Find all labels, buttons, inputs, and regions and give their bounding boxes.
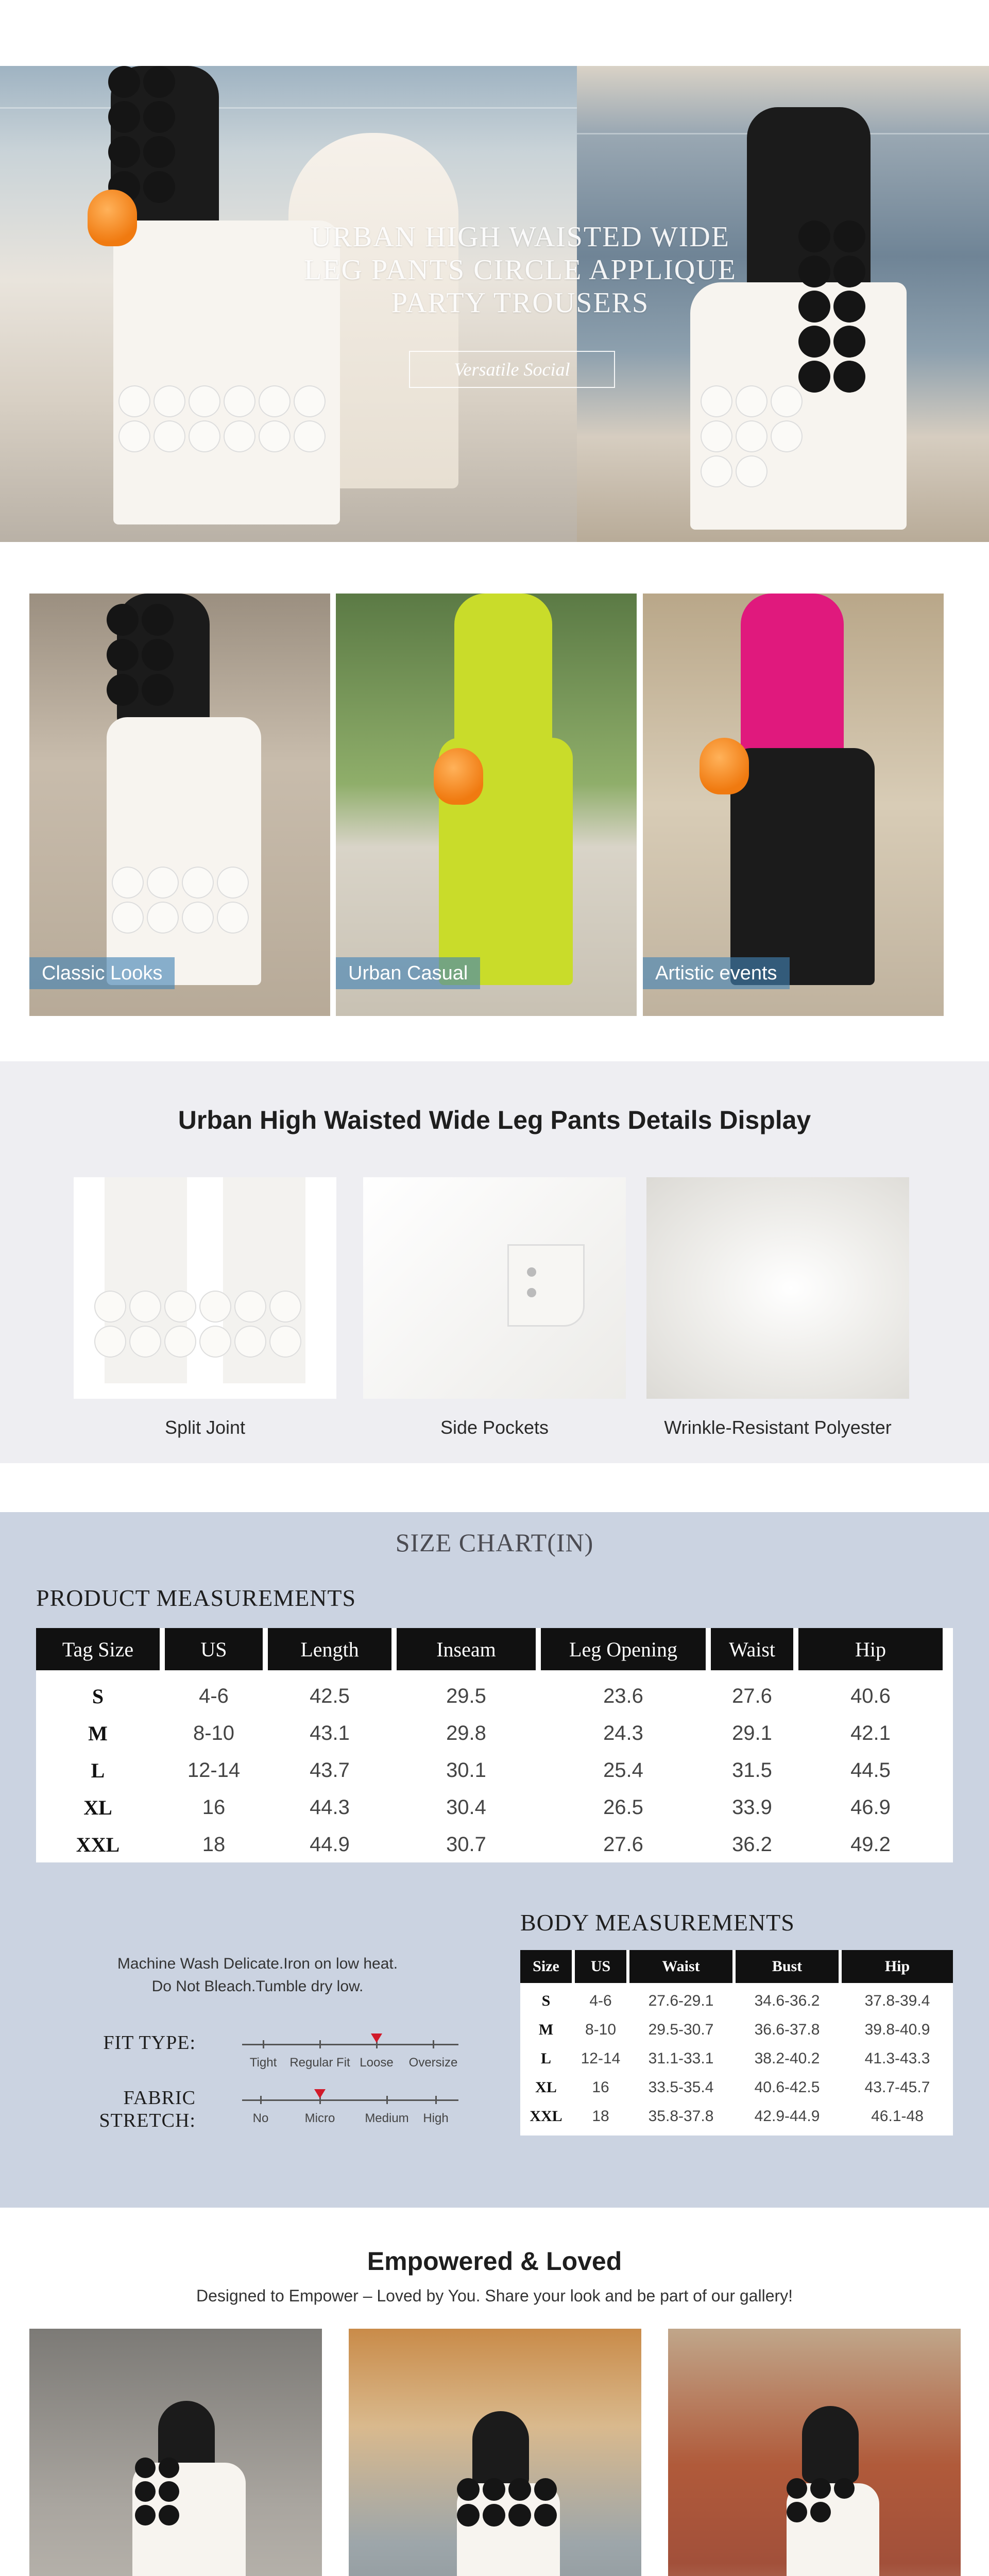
hero-title: URBAN HIGH WAISTED WIDE LEG PANTS CIRCLE APPLIQUE PARTY TROUSERS — [304, 221, 737, 319]
gallery-photo[interactable] — [349, 2329, 641, 2576]
table-cell: 24.3 — [603, 1721, 643, 1744]
table-cell: S — [541, 1992, 551, 2009]
scale-tick — [435, 2096, 437, 2104]
versatile-social-button[interactable]: Versatile Social — [409, 351, 615, 388]
fit-type-scale — [242, 2044, 458, 2045]
table-cell: 8-10 — [193, 1721, 235, 1744]
fit-option: Oversize — [408, 2056, 458, 2070]
table-cell: 27.6 — [732, 1684, 772, 1707]
product-measurements-table — [36, 1628, 953, 1862]
table-cell: 4-6 — [589, 1992, 612, 2009]
table-cell: XXL — [76, 1833, 120, 1856]
table-cell: 44.5 — [850, 1758, 891, 1782]
table-cell: L — [91, 1758, 105, 1782]
column-header: US — [575, 1950, 626, 1983]
table-cell: 38.2-40.2 — [754, 2050, 820, 2067]
gallery-title: Empowered & Loved — [367, 2247, 622, 2276]
table-cell: 42.1 — [850, 1721, 891, 1744]
table-cell: 33.9 — [732, 1795, 772, 1819]
table-cell: XL — [535, 2079, 557, 2096]
table-cell: 30.1 — [446, 1758, 486, 1782]
table-cell: 40.6 — [850, 1684, 891, 1707]
table-cell: 43.1 — [310, 1721, 350, 1744]
scale-tick — [386, 2096, 388, 2104]
table-cell: 37.8-39.4 — [864, 1992, 930, 2009]
scale-tick — [433, 2040, 434, 2048]
table-cell: 33.5-35.4 — [648, 2079, 714, 2096]
table-cell: 34.6-36.2 — [754, 1992, 820, 2009]
table-cell: 4-6 — [199, 1684, 229, 1707]
table-cell: 26.5 — [603, 1795, 643, 1819]
table-cell: 8-10 — [585, 2021, 617, 2038]
column-header: Waist — [629, 1950, 732, 1983]
fabric-stretch-indicator — [314, 2089, 326, 2098]
table-cell: 12-14 — [581, 2050, 621, 2067]
black-circle-applique — [108, 66, 185, 203]
table-cell: L — [540, 2050, 551, 2067]
table-cell: 35.8-37.8 — [648, 2108, 714, 2125]
scene-label: Artistic events — [643, 957, 790, 989]
scale-tick — [263, 2040, 264, 2048]
column-header: US — [165, 1628, 263, 1670]
body-measurements-title: BODY MEASUREMENTS — [520, 1909, 795, 1936]
table-cell: 29.1 — [732, 1721, 772, 1744]
details-display — [0, 1061, 989, 1463]
white-circle-applique — [118, 385, 345, 452]
size-chart-title: SIZE CHART(IN) — [395, 1528, 594, 1557]
table-cell: S — [92, 1684, 104, 1708]
gallery-photo[interactable] — [668, 2329, 961, 2576]
body-measurements-table — [520, 1950, 953, 2136]
scene-classic-looks[interactable] — [29, 594, 330, 1016]
table-cell: 39.8-40.9 — [864, 2021, 930, 2038]
care-line: Machine Wash Delicate.Iron on low heat. — [117, 1955, 398, 1972]
fabric-stretch-scale — [242, 2099, 458, 2101]
gallery-photo[interactable] — [29, 2329, 322, 2576]
table-cell: 31.1-33.1 — [648, 2050, 714, 2067]
table-cell: 31.5 — [732, 1758, 772, 1782]
scene-label: Urban Casual — [336, 957, 480, 989]
table-cell: XXL — [530, 2108, 562, 2125]
table-cell: 25.4 — [603, 1758, 643, 1782]
table-cell: 44.9 — [310, 1833, 350, 1856]
table-cell: 23.6 — [603, 1684, 643, 1707]
scale-tick — [260, 2096, 262, 2104]
stretch-option: High — [423, 2111, 449, 2125]
table-cell: 40.6-42.5 — [754, 2079, 820, 2096]
care-instructions — [72, 1953, 443, 1998]
fit-type-indicator — [371, 2033, 382, 2043]
column-header: Length — [268, 1628, 391, 1670]
column-header: Waist — [711, 1628, 793, 1670]
fit-type-label: FIT TYPE: — [103, 2032, 196, 2054]
table-cell: XL — [83, 1795, 112, 1819]
detail-caption: Split Joint — [164, 1417, 246, 1438]
scene-urban-casual[interactable] — [336, 594, 637, 1016]
scene-artistic-events[interactable] — [643, 594, 944, 1016]
details-title: Urban High Waisted Wide Leg Pants Details Display — [178, 1106, 811, 1134]
detail-split-joint-image — [74, 1177, 336, 1399]
detail-side-pockets-image — [363, 1177, 626, 1399]
column-header: Tag Size — [36, 1628, 160, 1670]
black-circle-applique — [798, 221, 876, 393]
table-cell: 16 — [592, 2079, 609, 2096]
table-cell: 41.3-43.3 — [864, 2050, 930, 2067]
stretch-option: No — [252, 2111, 269, 2125]
occasion-scenes — [0, 594, 989, 1016]
column-header: Hip — [842, 1950, 953, 1983]
fit-option: Regular Fit — [289, 2056, 350, 2070]
table-cell: 18 — [592, 2108, 609, 2125]
table-cell: 36.2 — [732, 1833, 772, 1856]
scene-label: Classic Looks — [29, 957, 175, 989]
hero-banner — [0, 66, 989, 542]
stretch-option: Micro — [304, 2111, 335, 2125]
table-cell: 36.6-37.8 — [754, 2021, 820, 2038]
gallery-subtitle: Designed to Empower – Loved by You. Share your look and be part of our gallery! — [196, 2286, 793, 2305]
table-cell: 30.7 — [446, 1833, 486, 1856]
orange-bag — [88, 190, 137, 246]
fabric-stretch-label: FABRIC STRETCH: — [99, 2087, 196, 2131]
scale-tick — [319, 2040, 321, 2048]
table-cell: 46.9 — [850, 1795, 891, 1819]
table-cell: 49.2 — [850, 1833, 891, 1856]
table-cell: 42.9-44.9 — [754, 2108, 820, 2125]
fit-option: Tight — [249, 2056, 277, 2070]
customer-gallery — [0, 2215, 989, 2576]
detail-caption: Side Pockets — [440, 1417, 549, 1438]
table-cell: 12-14 — [187, 1758, 241, 1782]
size-chart — [0, 1512, 989, 2208]
white-circle-applique — [701, 385, 804, 487]
product-measurements-title: PRODUCT MEASUREMENTS — [36, 1585, 356, 1611]
table-cell: 46.1-48 — [871, 2108, 924, 2125]
detail-fabric-image — [646, 1177, 909, 1399]
detail-caption: Wrinkle-Resistant Polyester — [664, 1417, 892, 1438]
column-header: Inseam — [397, 1628, 536, 1670]
care-line: Do Not Bleach.Tumble dry low. — [151, 1978, 364, 1995]
fit-option: Loose — [360, 2056, 394, 2070]
stretch-option: Medium — [365, 2111, 409, 2125]
column-header: Bust — [736, 1950, 839, 1983]
table-cell: 27.6-29.1 — [648, 1992, 714, 2009]
table-cell: 29.5 — [446, 1684, 486, 1707]
table-cell: 18 — [202, 1833, 226, 1856]
sea-horizon — [0, 107, 577, 109]
table-cell: 42.5 — [310, 1684, 350, 1707]
table-cell: 16 — [202, 1795, 226, 1819]
table-cell: 29.8 — [446, 1721, 486, 1744]
table-cell: M — [88, 1721, 108, 1745]
column-header: Size — [520, 1950, 572, 1983]
table-cell: 44.3 — [310, 1795, 350, 1819]
column-header: Leg Opening — [541, 1628, 706, 1670]
table-cell: 29.5-30.7 — [648, 2021, 714, 2038]
table-cell: M — [538, 2021, 554, 2038]
table-cell: 43.7-45.7 — [864, 2079, 930, 2096]
table-cell: 43.7 — [310, 1758, 350, 1782]
table-cell: 30.4 — [446, 1795, 486, 1819]
table-cell: 27.6 — [603, 1833, 643, 1856]
column-header: Hip — [798, 1628, 943, 1670]
